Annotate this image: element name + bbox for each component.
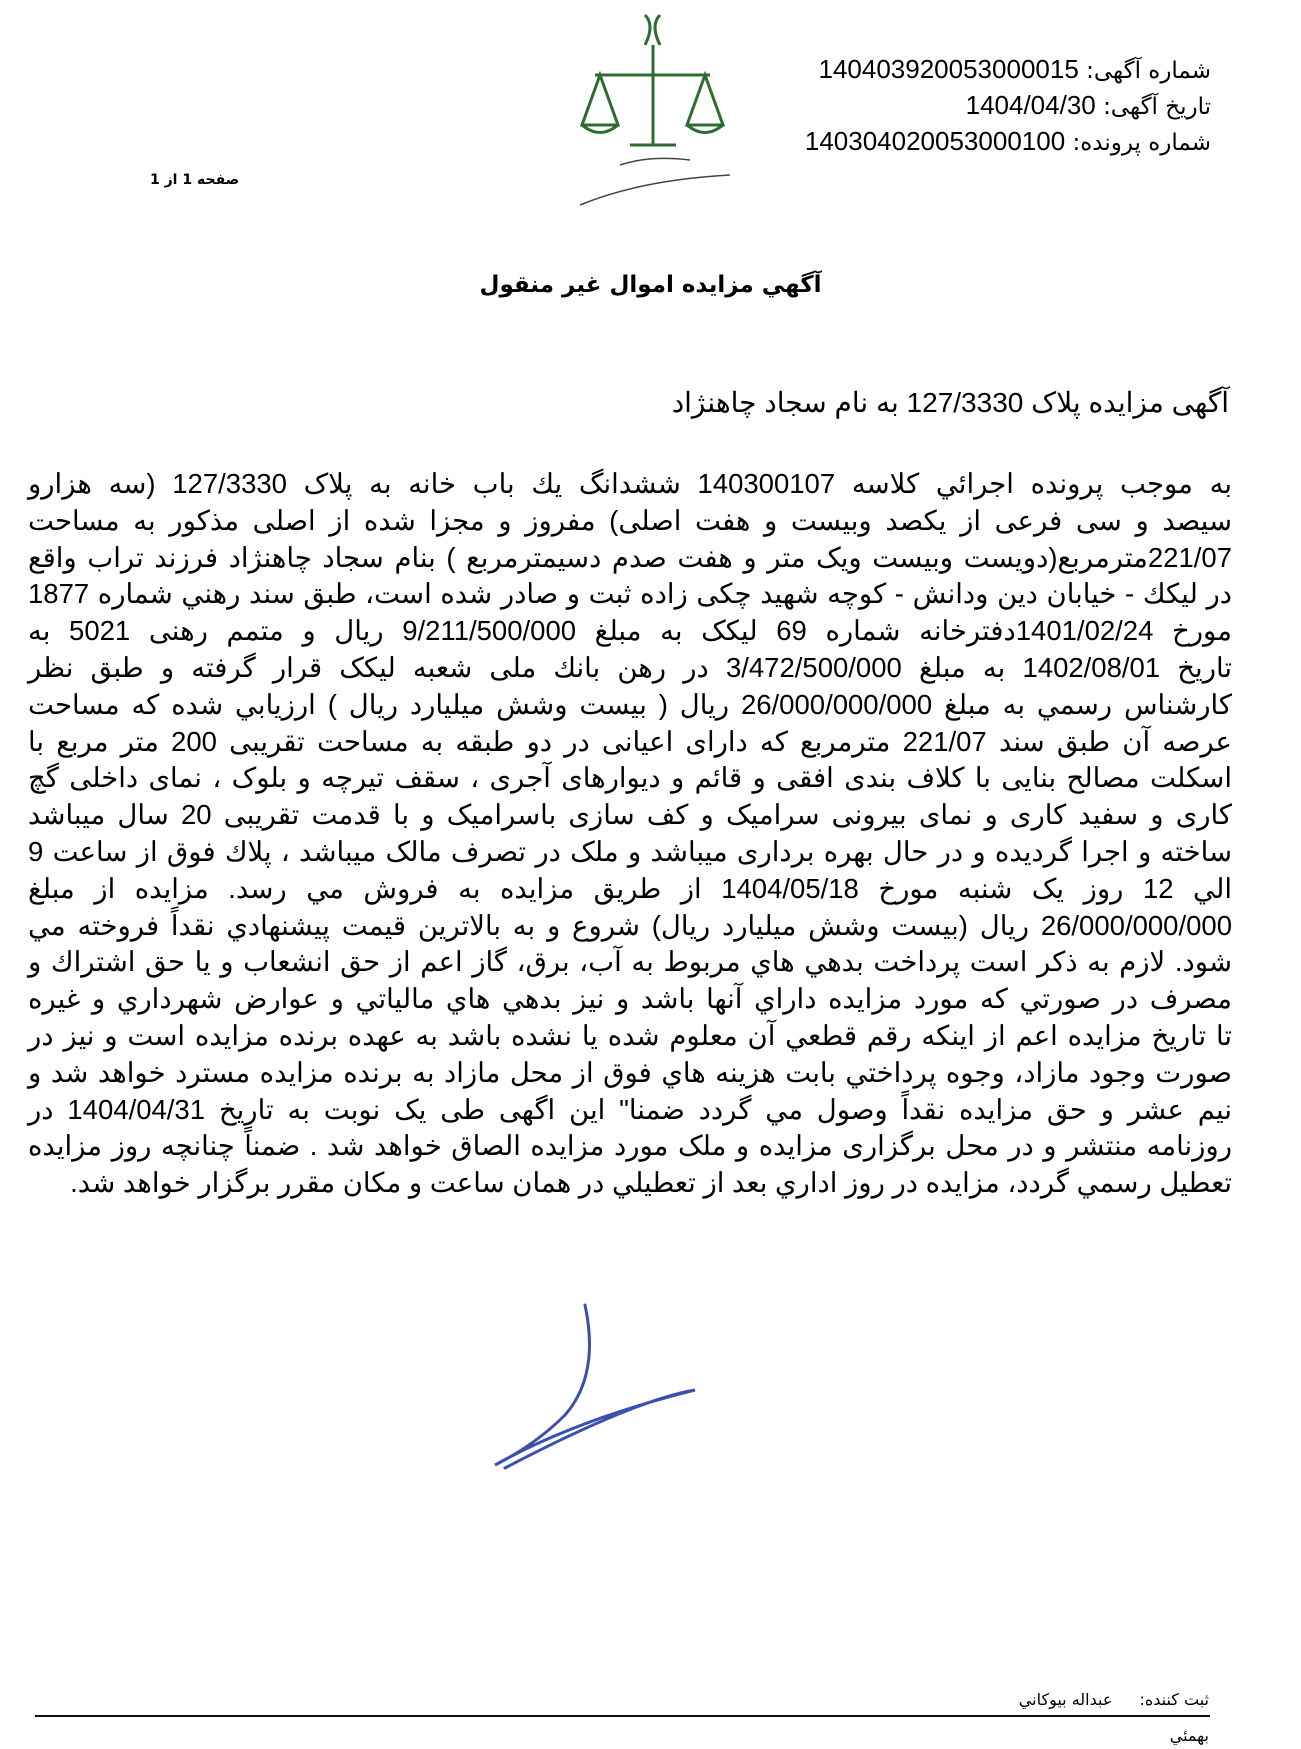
body-line: كارشناس رسمي به مبلغ 26/000/000/000 ريال ( بیست وشش میلیارد ریال ) ارزيابي شده كه مساحت	[28, 688, 1232, 720]
notice-date-row: تاریخ آگهی: 1404/04/30	[965, 90, 1211, 120]
body-line: تعطيل رسمي گردد، مزايده در روز اداري بعد از تعطيلي در همان ساعت و مكان مقرر برگزار خواهد شد.	[70, 1167, 1232, 1199]
body-line: الي 12 روز يک شنبه مورخ 1404/05/18 از طريق مزايده به فروش مي رسد. مزايده از مبلغ	[28, 872, 1232, 904]
document-subtitle: آگهی مزایده پلاک 127/3330 به نام سجاد چاهنژاد	[671, 387, 1229, 418]
notice-date: 1404/04/30	[965, 90, 1096, 120]
body-line: 26/000/000/000 ريال (بیست وشش میلیارد ریال) شروع و به بالاترين قيمت پيشنهادي نقداً فروخته مي	[28, 909, 1232, 941]
body-line: روزنامه منتشر و در محل برگزاری مزایده و ملک مورد مزایده الصاق خواهد شد . ضمناً چنانچه روز مزايده	[28, 1130, 1232, 1162]
file-number: 140304020053000100	[804, 126, 1066, 156]
body-line: صورت وجود مازاد، وجوه پرداختي بابت هزينه هاي فوق از محل مازاد به برنده مزايده مسترد خواهد شد و	[28, 1056, 1232, 1088]
notice-meta	[805, 52, 1211, 160]
page-indicator: صفحه 1 از 1	[150, 172, 240, 188]
notice-number: 140403920053000015	[818, 54, 1079, 84]
body-line: ساخته و اجرا گردیده و در حال بهره برداری میباشد و ملک در تصرف مالک میباشد ، پلاك فوق از ساعت 9	[28, 835, 1232, 867]
notice-body	[28, 466, 1232, 1202]
registrar-label: ثبت كننده:	[1139, 1690, 1209, 1709]
footer-name: بهمئي	[1169, 1726, 1209, 1745]
footer-divider	[35, 1715, 1210, 1717]
signature-icon	[480, 1300, 700, 1480]
body-line: کاری و سفید کاری و نمای بیرونی سرامیک و کف سازی باسرامیک و با قدمت تقریبی 20 سال میباشد	[28, 799, 1232, 831]
registrar-name: عبداله بيوكاني	[1018, 1690, 1113, 1709]
body-line: اسکلت مصالح بنایی با کلاف بندی افقی و قائم و دیوارهای آجری ، سقف تیرچه و بلوک ، نمای داخلی گچ	[28, 762, 1232, 794]
body-line: عرصه آن طبق سند 221/07 مترمربع که دارای اعیانی در دو طبقه به مساحت تقریبی 200 متر مربع با	[28, 725, 1232, 757]
file-number-row: شماره پرونده: 140304020053000100	[804, 126, 1211, 156]
body-line: تاریخ 1402/08/01 به مبلغ 3/472/500/000 در رهن بانك ملی شعبه لیکک قرار گرفته و طبق نظر	[28, 651, 1233, 683]
registrar	[997, 1690, 1209, 1709]
body-line: به موجب پرونده اجرائي كلاسه 140300107 ششدانگ يك باب خانه به پلاک 127/3330 (سه هزارو	[28, 468, 1232, 499]
body-line: در لیکك - خیابان دین ودانش - کوچه شهید چکی زاده ثبت و صادر شده است، طبق سند رهني شماره 1877	[28, 578, 1232, 610]
body-line: مصرف در صورتي كه مورد مزايده داراي آنها باشد و نيز بدهي هاي مالياتي و عوارض شهرداري و غيره	[28, 983, 1232, 1015]
notice-number-row: شماره آگهی: 140403920053000015	[818, 54, 1211, 84]
body-line: سیصد و سی فرعی از یکصد وبیست و هفت اصلی) مفروز و مجزا شده از اصلی مذکور به مساحت	[28, 504, 1232, 536]
body-line: 221/07مترمربع(دویست وبیست ویک متر و هفت صدم دسیمترمربع ) بنام سجاد چاهنژاد فرزند تراب واقع	[28, 541, 1232, 573]
document-title: آگهي مزايده اموال غير منقول	[479, 272, 822, 298]
body-line: نيم عشر و حق مزايده نقداً وصول مي گردد ضمنا" اين اگهی طی یک نوبت به تاریخ 1404/04/31 در	[28, 1093, 1232, 1125]
body-line: تا تاريخ مزايده اعم از اينكه رقم قطعي آن معلوم شده يا نشده باشد به عهده برنده مزايده است و نيز در	[28, 1019, 1232, 1051]
judiciary-logo-icon	[560, 5, 750, 220]
body-line: شود. لازم به ذكر است پرداخت بدهي هاي مربوط به آب، برق، گاز اعم از حق انشعاب و يا حق اشتراك و	[28, 946, 1232, 978]
body-line: مورخ 1401/02/24دفترخانه شماره 69 لیکک به مبلغ 9/211/500/000 ریال و متمم رهنی 5021 به	[28, 615, 1232, 647]
